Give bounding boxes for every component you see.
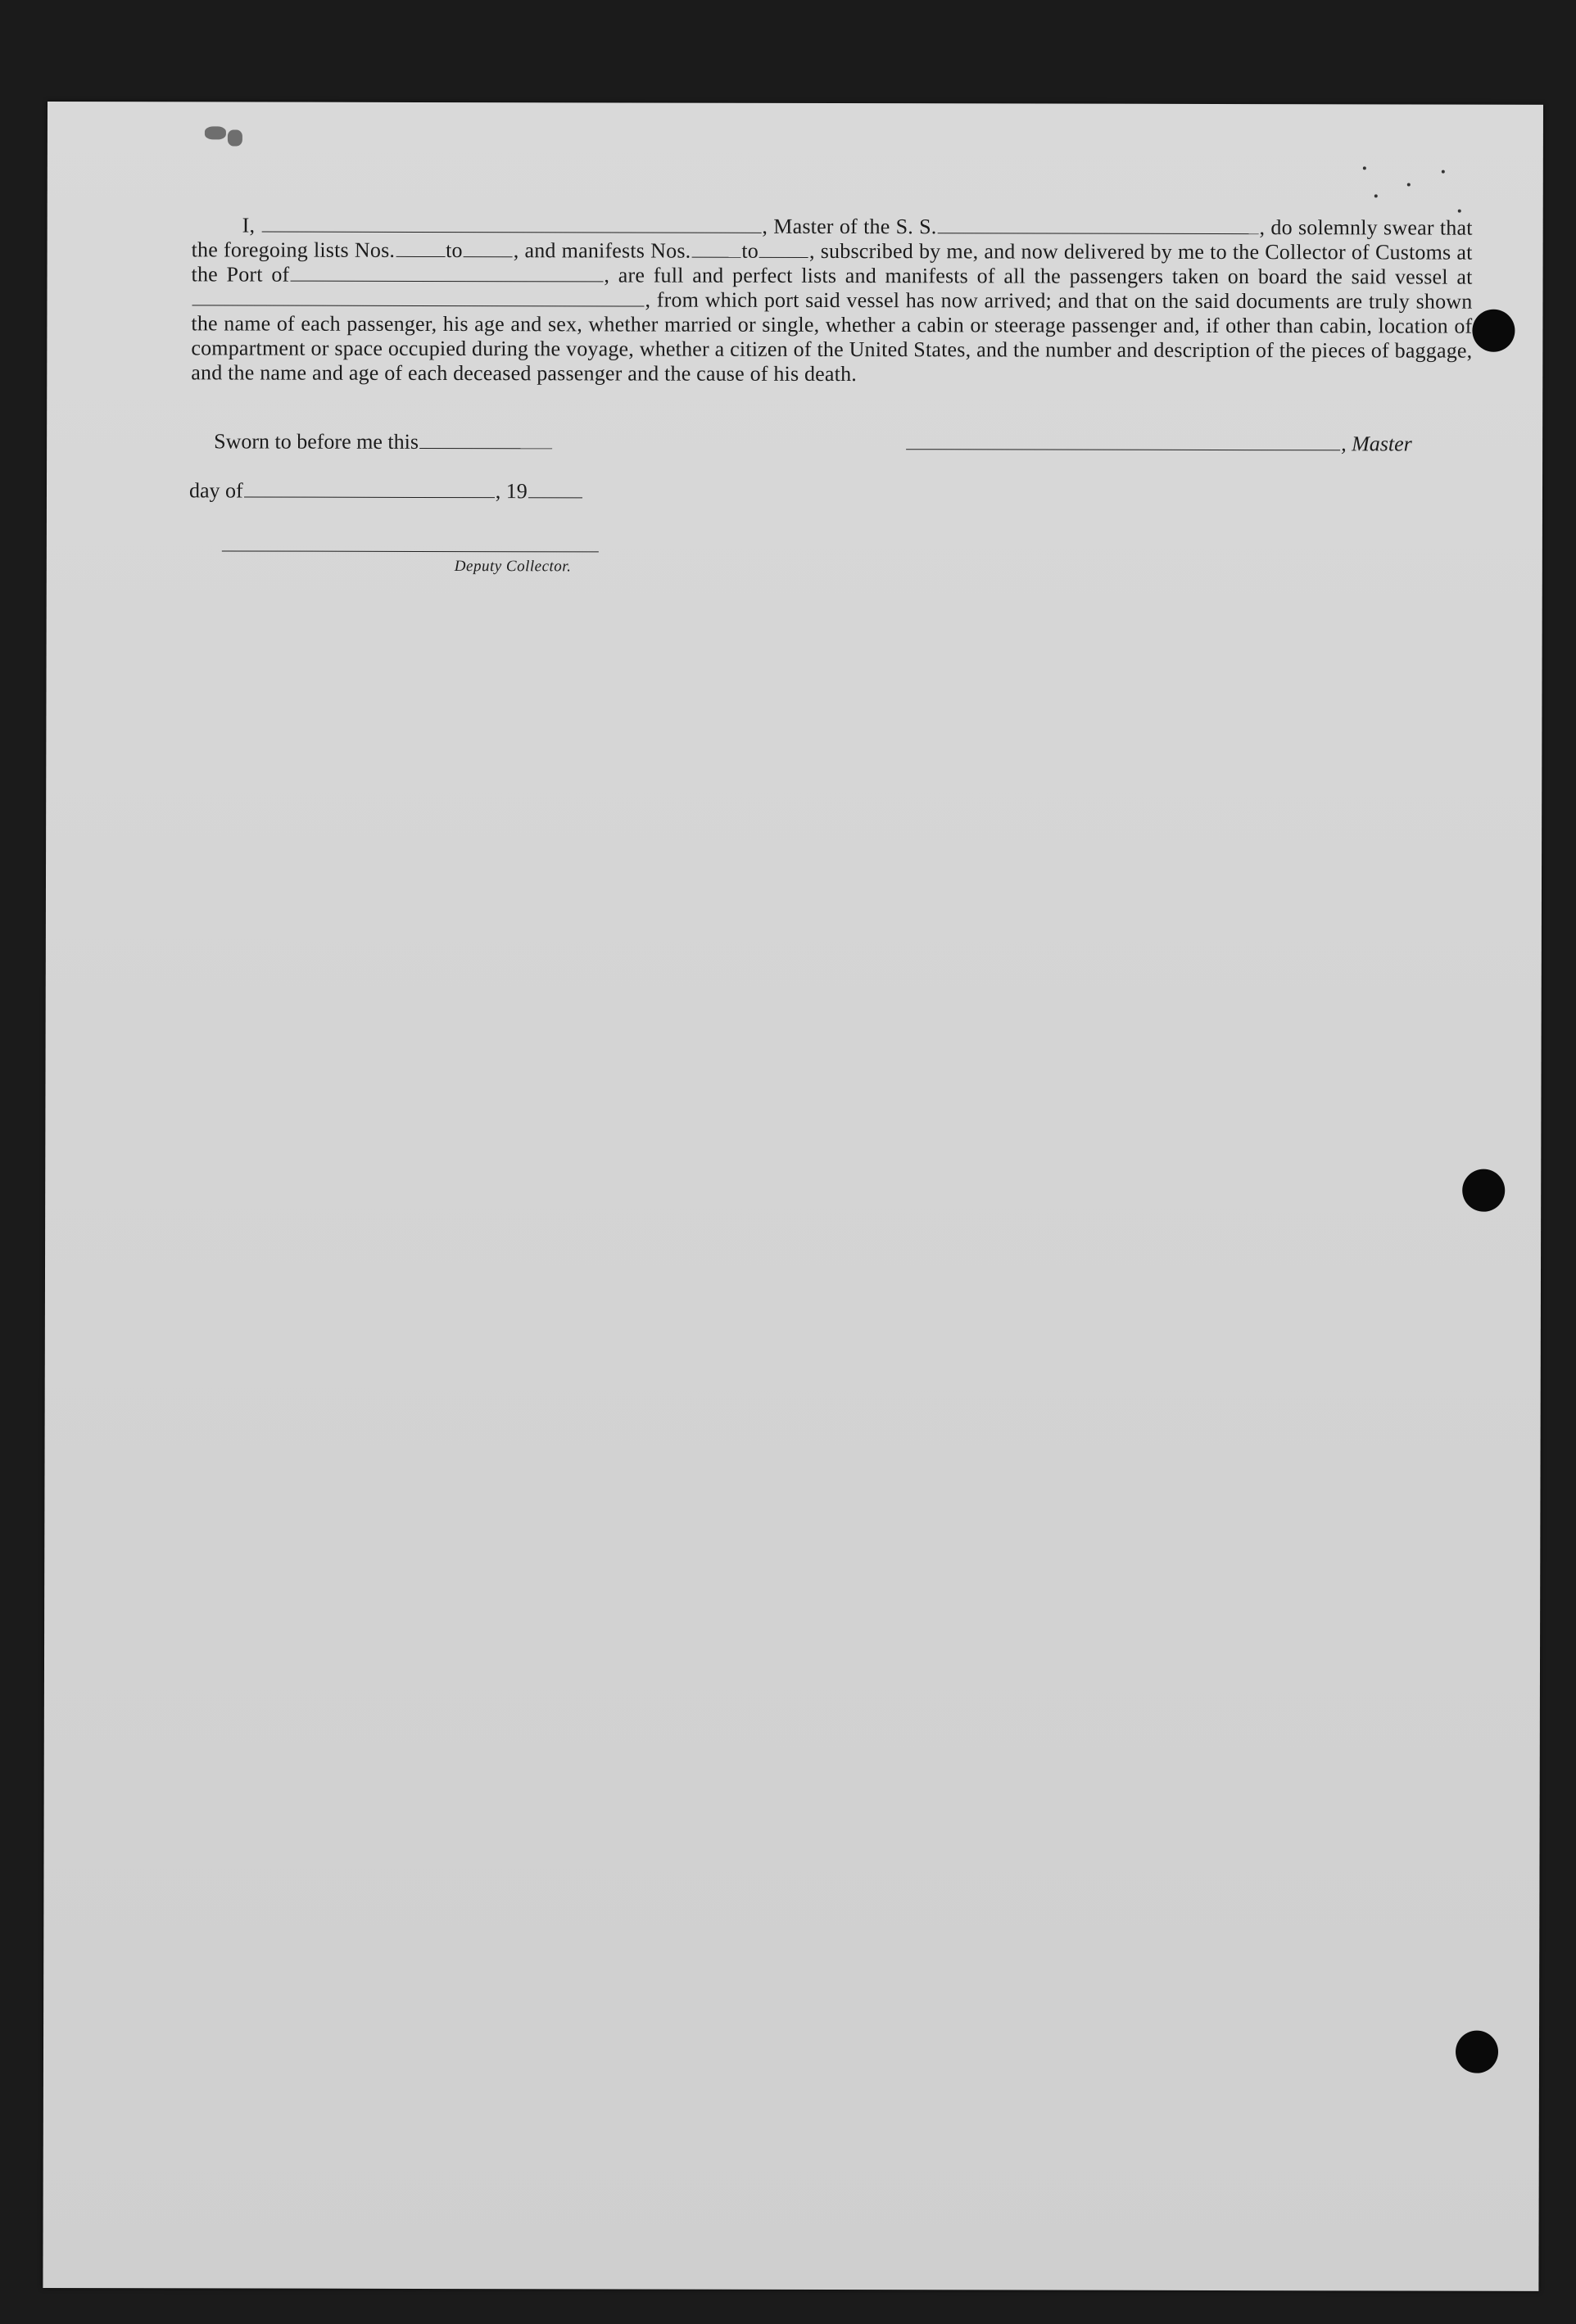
sworn-line [214, 429, 553, 454]
manifests-from-field[interactable] [691, 239, 740, 258]
manifests-to-field[interactable] [759, 239, 808, 258]
lists-from-field[interactable] [396, 238, 445, 257]
year-label: , 19 [495, 479, 528, 504]
speck [1407, 183, 1411, 186]
master-signature-field[interactable] [906, 431, 1340, 450]
speck [1458, 210, 1461, 213]
oath-paragraph [191, 213, 1472, 387]
speck [1363, 166, 1366, 170]
oath-manifests: , and manifests Nos. [513, 238, 691, 263]
punch-hole [1462, 1169, 1505, 1212]
deputy-signature-field[interactable] [222, 550, 599, 552]
speck [1442, 170, 1445, 174]
document-page [43, 102, 1543, 2291]
deputy-collector-label: Deputy Collector. [454, 558, 572, 576]
sworn-label: Sworn to before me this [214, 429, 419, 454]
punch-hole [1456, 2031, 1498, 2073]
speck [1374, 194, 1378, 197]
oath-from-which: , from which port said vessel has now arrived; and that on the said documents are truly shown the name of each passenger, his age and sex, whether married or single, whether a cabin or steerage passenger and, if other than cabin, location of compartment or space occupied during the voyage, whether a citizen of the United States, and the number and description of the pieces of baggage, and the name and age of each deceased passenger and the cause of his death. [191, 287, 1473, 387]
day-of-label: day of [188, 478, 243, 503]
ink-smudge [228, 129, 242, 146]
year-field[interactable] [528, 479, 582, 498]
oath-master-of: , Master of the S. S. [762, 214, 937, 239]
ship-name-field[interactable] [938, 215, 1259, 234]
port-field[interactable] [290, 263, 603, 283]
master-signature-line [905, 431, 1412, 456]
month-field[interactable] [244, 479, 495, 499]
lists-to-field[interactable] [464, 238, 513, 257]
departure-port-field[interactable] [192, 287, 644, 306]
ink-smudge [205, 126, 226, 139]
oath-subscribed: , subscribed by me, and now delivered by me to the Collector of Customs at the Port of [191, 238, 1473, 287]
oath-to-1: to [446, 238, 463, 263]
oath-to-2: to [741, 238, 759, 263]
punch-hole [1472, 310, 1515, 352]
oath-swear-lists: swear that the foregoing lists Nos. [191, 215, 1473, 262]
sworn-day-field[interactable] [419, 430, 552, 449]
day-of-line [189, 478, 583, 504]
oath-full-perfect: , are full and perfect lists and manifests of all the passengers taken on board the said vessel at [604, 263, 1473, 289]
master-label: , Master [1341, 432, 1412, 456]
oath-pronoun: I, [242, 213, 256, 237]
master-name-field[interactable] [261, 214, 761, 233]
oath-solemnly: , do solemnly [1259, 215, 1378, 240]
